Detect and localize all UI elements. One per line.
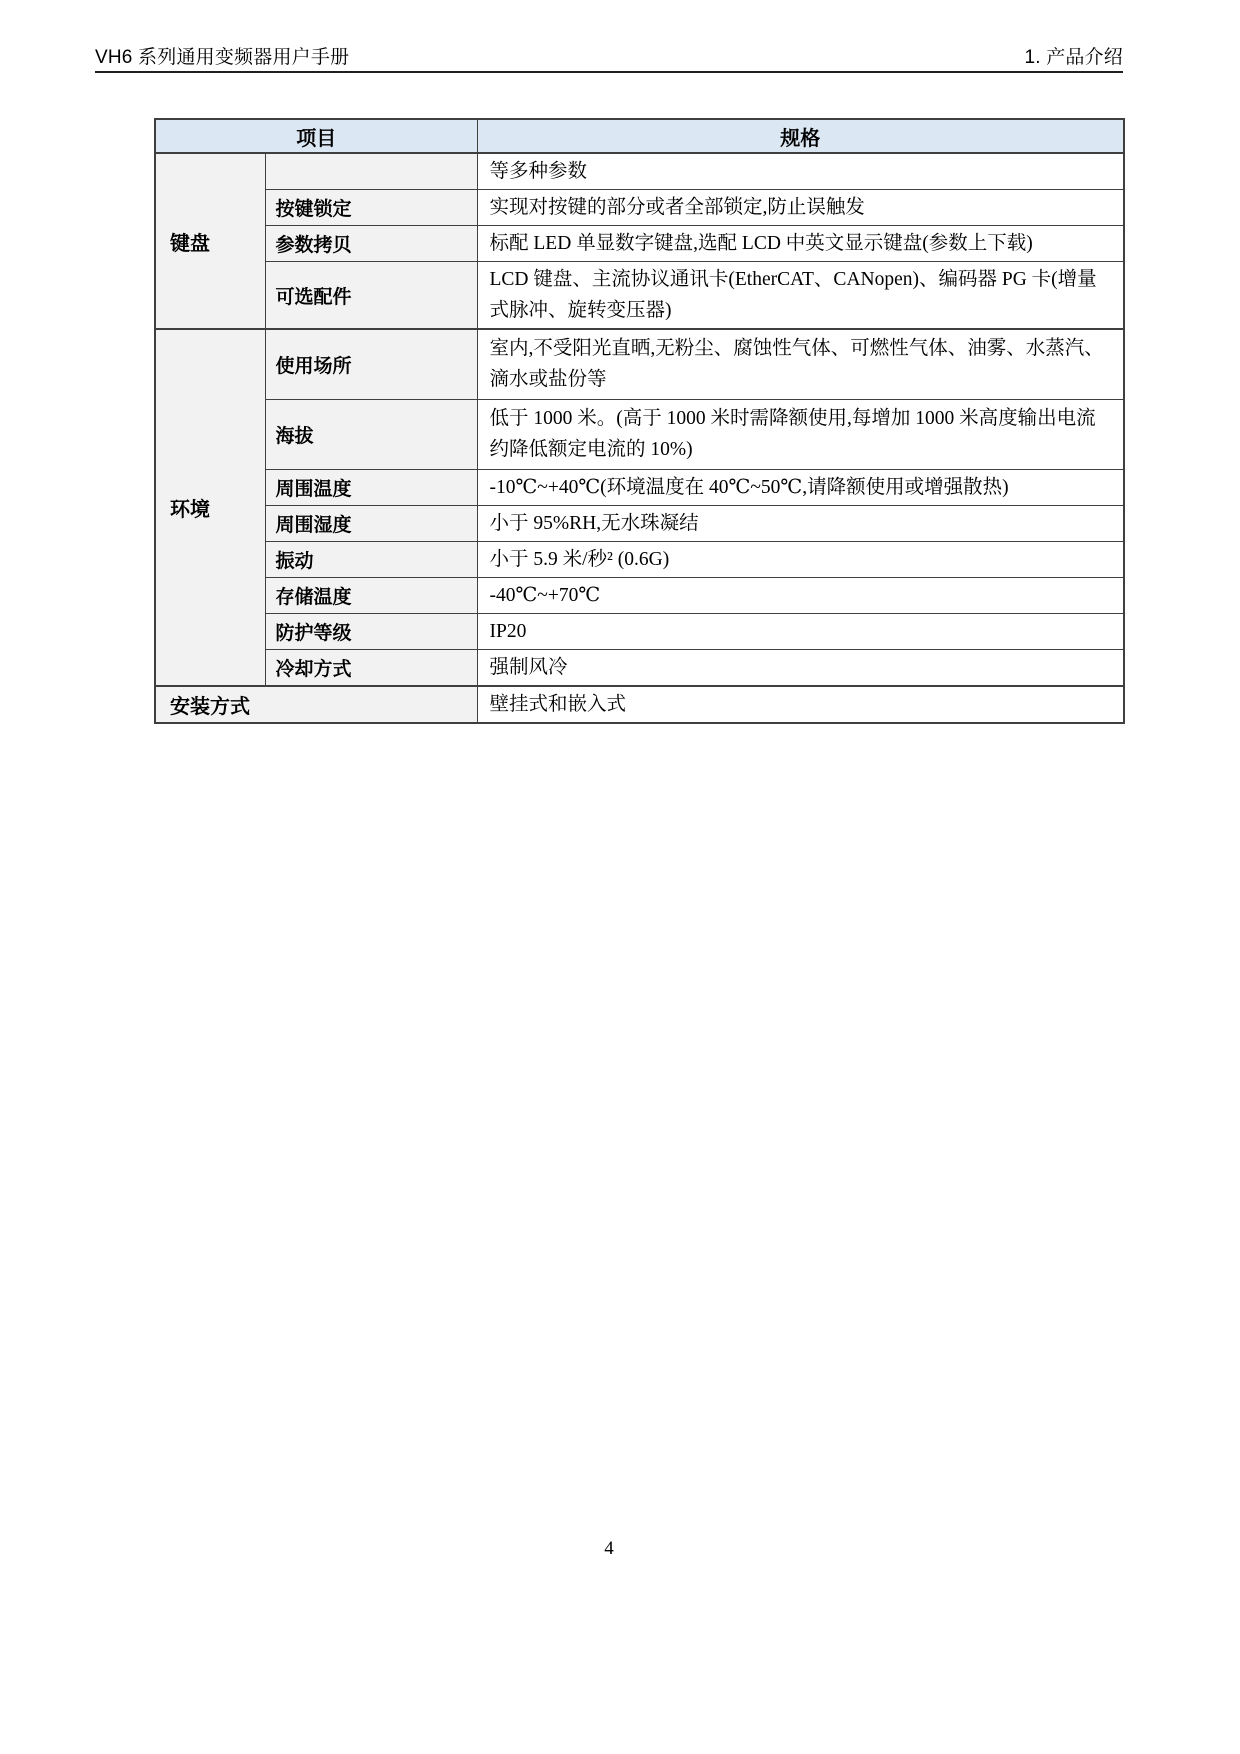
table-row [155,469,1124,505]
spec-cell: LCD 键盘、主流协议通讯卡(EtherCAT、CANopen)、编码器 PG 卡(增量式脉冲、旋转变压器) [477,262,1124,330]
item-cell: 冷却方式 [265,649,477,686]
spec-cell: IP20 [477,613,1124,649]
item-cell: 振动 [265,541,477,577]
table-row [155,541,1124,577]
table-row [155,153,1124,190]
item-cell: 海拔 [265,399,477,469]
item-cell: 存储温度 [265,577,477,613]
table-row [155,613,1124,649]
item-cell: 可选配件 [265,262,477,330]
item-cell: 使用场所 [265,329,477,399]
header-divider [95,71,1123,73]
spec-cell: 强制风冷 [477,649,1124,686]
item-cell [265,153,477,190]
group-cell-keyboard: 键盘 [155,153,265,329]
spec-cell: 标配 LED 单显数字键盘,选配 LCD 中英文显示键盘(参数上下载) [477,226,1124,262]
header-title-left: VH6 系列通用变频器用户手册 [95,47,350,68]
table-row [155,399,1124,469]
spec-cell: 小于 95%RH,无水珠凝结 [477,505,1124,541]
table-row [155,190,1124,226]
table-row [155,649,1124,686]
item-cell-mounting: 安装方式 [155,686,477,723]
specification-table [154,118,1125,724]
table-row [155,329,1124,399]
item-cell: 防护等级 [265,613,477,649]
column-header-spec: 规格 [477,119,1124,153]
table-row [155,686,1124,723]
table-row [155,262,1124,330]
spec-cell: 低于 1000 米。(高于 1000 米时需降额使用,每增加 1000 米高度输出电流约降低额定电流的 10%) [477,399,1124,469]
item-cell: 周围湿度 [265,505,477,541]
header-section-right: 1. 产品介绍 [1024,47,1123,68]
item-cell: 按键锁定 [265,190,477,226]
item-cell: 参数拷贝 [265,226,477,262]
spec-cell: 室内,不受阳光直晒,无粉尘、腐蚀性气体、可燃性气体、油雾、水蒸汽、滴水或盐份等 [477,329,1124,399]
spec-cell: 等多种参数 [477,153,1124,190]
spec-cell: -40℃~+70℃ [477,577,1124,613]
page-number: 4 [604,1538,614,1559]
item-cell: 周围温度 [265,469,477,505]
group-cell-environment: 环境 [155,329,265,686]
spec-cell: -10℃~+40℃(环境温度在 40℃~50℃,请降额使用或增强散热) [477,469,1124,505]
table-row [155,577,1124,613]
page-header [95,42,1123,69]
table-header-row [155,119,1124,153]
spec-cell: 小于 5.9 米/秒² (0.6G) [477,541,1124,577]
column-header-item: 项目 [155,119,477,153]
table-row [155,505,1124,541]
spec-cell: 实现对按键的部分或者全部锁定,防止误触发 [477,190,1124,226]
spec-cell: 壁挂式和嵌入式 [477,686,1124,723]
table-row [155,226,1124,262]
